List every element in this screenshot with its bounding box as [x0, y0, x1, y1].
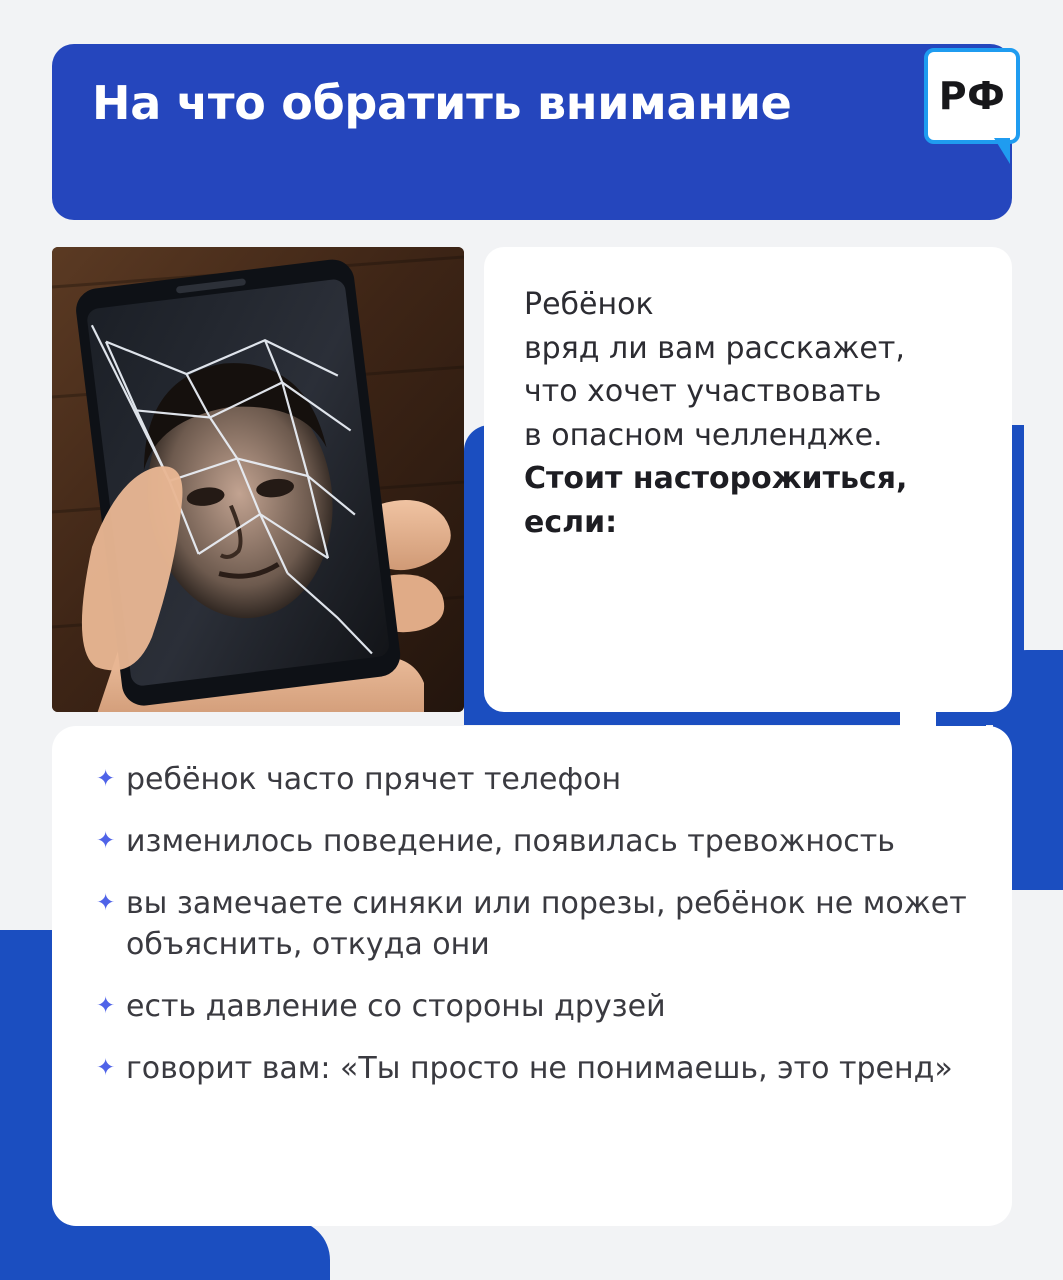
sparkle-bullet-icon: ✦ [96, 890, 116, 917]
list-item [96, 884, 968, 964]
sparkle-bullet-icon: ✦ [96, 992, 116, 1019]
sparkle-bullet-icon: ✦ [96, 1054, 116, 1081]
intro-bold-1: Стоит насторожиться, [524, 461, 908, 496]
intro-bubble [484, 247, 1012, 712]
intro-line-4: в опасном челлендже. [524, 417, 883, 453]
rf-logo [924, 48, 1020, 144]
list-item [96, 987, 968, 1027]
photo-cracked-phone [52, 247, 464, 712]
sparkle-bullet-icon: ✦ [96, 828, 116, 855]
decorative-corner-bottom [0, 1220, 330, 1280]
rf-logo-text: РФ [938, 74, 1006, 118]
list-item-label: есть давление со стороны друзей [126, 988, 666, 1024]
page-title: На что обратить внимание [92, 76, 792, 130]
warning-signs-card [52, 726, 1012, 1226]
intro-line-3: что хочет участвовать [524, 374, 882, 409]
intro-text [524, 283, 994, 544]
list-item [96, 1049, 968, 1089]
sparkle-bullet-icon: ✦ [96, 766, 116, 792]
list-item [96, 760, 968, 800]
rf-logo-tail-icon [994, 138, 1010, 164]
intro-line-1: Ребёнок [524, 287, 654, 322]
intro-line-2: вряд ли вам расскажет, [524, 330, 905, 366]
intro-bold-2: если: [524, 504, 618, 540]
list-item [96, 822, 968, 862]
list-item-label: вы замечаете синяки или порезы, ребёнок не может объяснить, откуда они [126, 886, 967, 962]
list-item-label: ребёнок часто прячет телефон [126, 762, 622, 797]
list-item-label: говорит вам: «Ты просто не понимаешь, это тренд» [126, 1050, 953, 1086]
header-banner [52, 44, 1012, 220]
list-item-label: изменилось поведение, появилась тревожность [126, 824, 895, 860]
